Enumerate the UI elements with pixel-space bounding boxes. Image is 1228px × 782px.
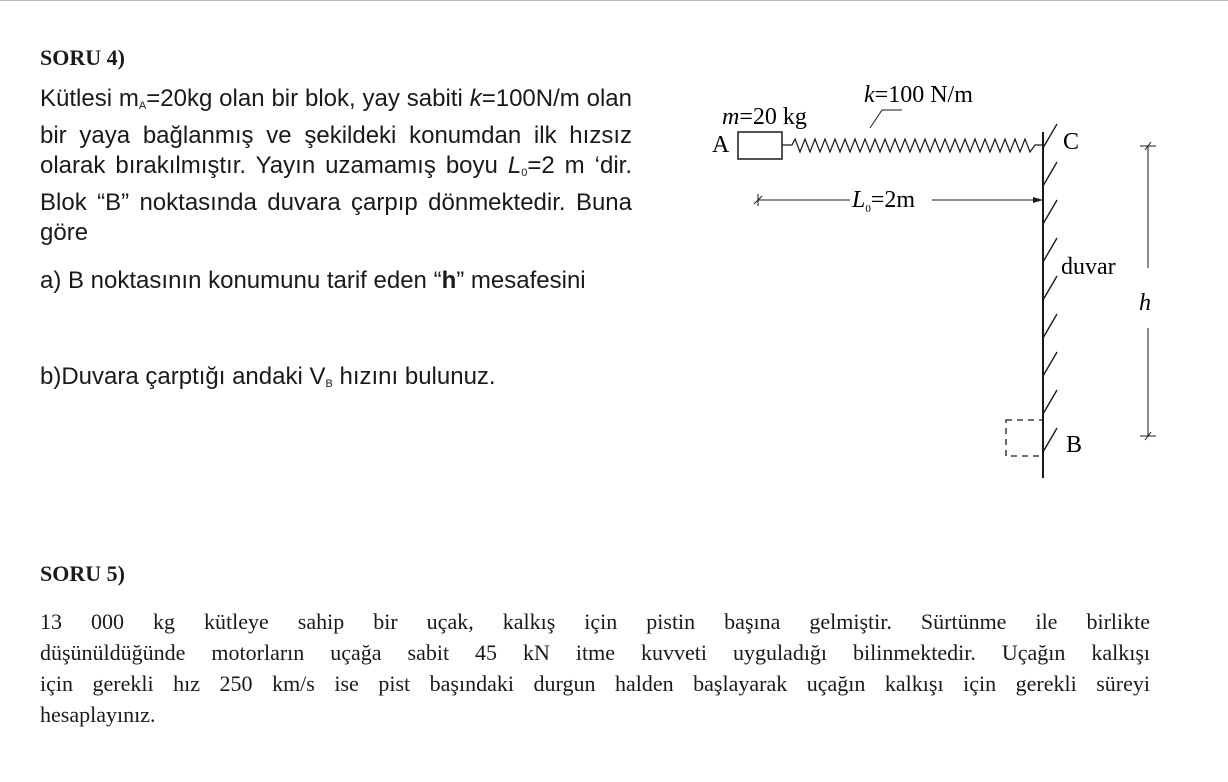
L-subscript: 0 <box>521 167 528 179</box>
wall-hatching <box>1043 124 1057 452</box>
q4a-text: a) B noktasının konumunu tarif eden “ <box>40 267 442 294</box>
q4b-text: hızını bulunuz. <box>332 363 496 390</box>
question-4-heading: SORU 4) <box>40 45 125 70</box>
natural-length-label <box>851 187 915 215</box>
block-at-B <box>1006 420 1043 456</box>
question-5-text <box>40 606 1150 730</box>
h-label: h <box>1139 290 1151 316</box>
L-symbol: L <box>507 152 522 179</box>
mass-symbol: m <box>722 104 740 130</box>
mass-label <box>722 104 807 130</box>
spring-label-leader <box>870 110 902 128</box>
mass-value: =20 kg <box>739 104 807 130</box>
question-5-line: 13 000 kg kütleye sahip bir uçak, kalkış için pistin başına gelmiştir. Sürtünme ile birlikte <box>40 609 1150 634</box>
q4-text-part: =20kg olan bir blok, yay sabiti <box>146 85 463 112</box>
point-C-label: C <box>1063 129 1080 155</box>
point-A-label: A <box>712 132 730 158</box>
k-symbol: k <box>469 85 482 112</box>
q4-text-part: =2 m ‘dir. Blok “B” noktasında <box>40 152 633 216</box>
spring-constant-label <box>864 82 973 108</box>
question-5-line: düşünüldüğünde motorların uçağa sabit 45 kN itme kuvveti uyguladığı bilinmektedir. Uçağın kalkışı <box>40 640 1150 665</box>
q4b-text: b)Duvara çarptığı andaki V <box>40 363 326 390</box>
length-symbol: L <box>852 187 866 213</box>
length-value: =2m <box>870 187 916 213</box>
q4-text-part: Kütlesi m <box>40 85 139 112</box>
q4-text-part: =100N/m olan bir yaya bağlanmış ve şekildeki konumdan ilk hızsız olarak bırakılmıştır. Yayın uzamamış boyu <box>40 85 633 179</box>
wall-label: duvar <box>1061 254 1116 280</box>
question-5-line: için gerekli hız 250 km/s ise pist başındaki durgun halden başlayarak uçağın kalkışı için gerekli süreyi <box>40 671 1150 696</box>
length-arrowhead <box>1033 197 1043 203</box>
h-symbol: h <box>441 267 457 294</box>
q4a-text: ” mesafesini <box>456 267 586 294</box>
mass-subscript: A <box>138 100 147 112</box>
question-5-heading: SORU 5) <box>40 561 125 586</box>
spring-value: =100 N/m <box>874 82 973 108</box>
question-5-line: hesaplayınız. <box>40 702 156 727</box>
block-A <box>738 132 782 159</box>
spring-symbol: k <box>864 82 875 108</box>
velocity-subscript: B <box>325 378 333 390</box>
q4-text-part: duvara çarpıp dönmektedir. Buna göre <box>40 189 633 246</box>
length-subscript: 0 <box>865 203 871 215</box>
spring <box>782 139 1043 152</box>
point-B-label: B <box>1066 432 1083 458</box>
